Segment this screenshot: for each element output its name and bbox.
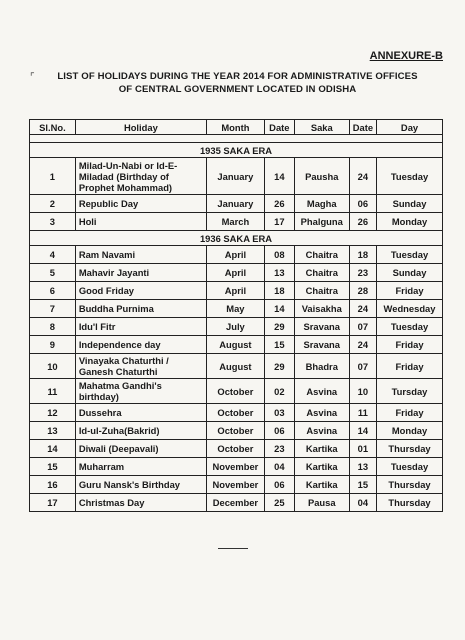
cell-saka: Chaitra bbox=[294, 246, 349, 264]
cell-slno: 16 bbox=[30, 476, 76, 494]
cell-month: March bbox=[206, 213, 264, 231]
header-date: Date bbox=[264, 120, 294, 135]
cell-day: Friday bbox=[377, 354, 443, 379]
cell-holiday: Milad-Un-Nabi or Id-E-Miladad (Birthday of Prophet Mohammad) bbox=[75, 158, 206, 195]
era-row-1936 bbox=[30, 231, 443, 246]
cell-saka-date: 01 bbox=[349, 440, 376, 458]
end-divider bbox=[218, 548, 248, 549]
holiday-table bbox=[29, 119, 443, 512]
cell-month: May bbox=[206, 300, 264, 318]
table-row bbox=[30, 458, 443, 476]
table-row bbox=[30, 354, 443, 379]
table-row bbox=[30, 158, 443, 195]
cell-saka: Pausa bbox=[294, 494, 349, 512]
cell-day: Tuesday bbox=[377, 318, 443, 336]
table-row bbox=[30, 440, 443, 458]
cell-month: October bbox=[206, 379, 264, 404]
cell-saka-date: 13 bbox=[349, 458, 376, 476]
cell-date: 08 bbox=[264, 246, 294, 264]
cell-holiday: Diwali (Deepavali) bbox=[75, 440, 206, 458]
cell-slno: 10 bbox=[30, 354, 76, 379]
cell-saka-date: 18 bbox=[349, 246, 376, 264]
cell-date: 25 bbox=[264, 494, 294, 512]
cell-day: Sunday bbox=[377, 195, 443, 213]
cell-month: April bbox=[206, 282, 264, 300]
cell-date: 18 bbox=[264, 282, 294, 300]
cell-slno: 15 bbox=[30, 458, 76, 476]
cell-saka: Sravana bbox=[294, 336, 349, 354]
cell-holiday: Buddha Purnima bbox=[75, 300, 206, 318]
table-row bbox=[30, 404, 443, 422]
cell-saka: Vaisakha bbox=[294, 300, 349, 318]
cell-month: April bbox=[206, 246, 264, 264]
cell-saka: Sravana bbox=[294, 318, 349, 336]
cell-date: 03 bbox=[264, 404, 294, 422]
cell-saka: Magha bbox=[294, 195, 349, 213]
cell-month: July bbox=[206, 318, 264, 336]
cell-saka-date: 06 bbox=[349, 195, 376, 213]
cell-slno: 2 bbox=[30, 195, 76, 213]
cell-day: Tuesday bbox=[377, 158, 443, 195]
cell-slno: 13 bbox=[30, 422, 76, 440]
cell-date: 14 bbox=[264, 158, 294, 195]
annexure-label: ANNEXURE-B bbox=[369, 50, 443, 62]
cell-slno: 7 bbox=[30, 300, 76, 318]
header-slno: Sl.No. bbox=[30, 120, 76, 135]
cell-date: 06 bbox=[264, 476, 294, 494]
cell-saka-date: 24 bbox=[349, 336, 376, 354]
cell-slno: 1 bbox=[30, 158, 76, 195]
cell-day: Thursday bbox=[377, 476, 443, 494]
cell-saka-date: 04 bbox=[349, 494, 376, 512]
cell-day: Tursday bbox=[377, 379, 443, 404]
cell-slno: 17 bbox=[30, 494, 76, 512]
cell-day: Monday bbox=[377, 422, 443, 440]
cell-saka-date: 11 bbox=[349, 404, 376, 422]
cell-saka: Chaitra bbox=[294, 264, 349, 282]
cell-slno: 9 bbox=[30, 336, 76, 354]
table-row bbox=[30, 300, 443, 318]
cell-holiday: Vinayaka Chaturthi / Ganesh Chaturthi bbox=[75, 354, 206, 379]
cell-holiday: Guru Nansk's Birthday bbox=[75, 476, 206, 494]
cell-holiday: Ram Navami bbox=[75, 246, 206, 264]
table-row bbox=[30, 318, 443, 336]
table-row bbox=[30, 282, 443, 300]
cell-date: 14 bbox=[264, 300, 294, 318]
cell-day: Friday bbox=[377, 404, 443, 422]
cell-saka: Pausha bbox=[294, 158, 349, 195]
era-label: 1935 SAKA ERA bbox=[30, 143, 443, 158]
cell-date: 13 bbox=[264, 264, 294, 282]
cell-month: January bbox=[206, 158, 264, 195]
cell-saka: Kartika bbox=[294, 476, 349, 494]
cell-saka-date: 10 bbox=[349, 379, 376, 404]
cell-saka-date: 14 bbox=[349, 422, 376, 440]
title-line-2: OF CENTRAL GOVERNMENT LOCATED IN ODISHA bbox=[118, 84, 357, 95]
cell-month: August bbox=[206, 354, 264, 379]
cell-month: August bbox=[206, 336, 264, 354]
cell-saka-date: 24 bbox=[349, 158, 376, 195]
cell-day: Monday bbox=[377, 213, 443, 231]
cell-holiday: Id-ul-Zuha(Bakrid) bbox=[75, 422, 206, 440]
cell-holiday: Idu'l Fitr bbox=[75, 318, 206, 336]
cell-saka: Bhadra bbox=[294, 354, 349, 379]
cell-month: November bbox=[206, 476, 264, 494]
cell-slno: 8 bbox=[30, 318, 76, 336]
cell-slno: 12 bbox=[30, 404, 76, 422]
cell-day: Thursday bbox=[377, 494, 443, 512]
cell-slno: 6 bbox=[30, 282, 76, 300]
cell-saka: Asvina bbox=[294, 422, 349, 440]
cell-slno: 5 bbox=[30, 264, 76, 282]
cell-date: 15 bbox=[264, 336, 294, 354]
header-day: Day bbox=[377, 120, 443, 135]
scan-mark: ⌜ bbox=[30, 72, 35, 83]
cell-month: April bbox=[206, 264, 264, 282]
cell-month: January bbox=[206, 195, 264, 213]
era-label: 1936 SAKA ERA bbox=[30, 231, 443, 246]
cell-saka-date: 23 bbox=[349, 264, 376, 282]
spacer-row bbox=[30, 135, 443, 143]
cell-holiday: Mahavir Jayanti bbox=[75, 264, 206, 282]
cell-month: October bbox=[206, 404, 264, 422]
cell-date: 29 bbox=[264, 318, 294, 336]
cell-saka: Phalguna bbox=[294, 213, 349, 231]
cell-slno: 3 bbox=[30, 213, 76, 231]
cell-date: 29 bbox=[264, 354, 294, 379]
cell-saka-date: 07 bbox=[349, 354, 376, 379]
era-row-1935 bbox=[30, 143, 443, 158]
cell-holiday: Independence day bbox=[75, 336, 206, 354]
cell-holiday: Good Friday bbox=[75, 282, 206, 300]
cell-date: 26 bbox=[264, 195, 294, 213]
cell-date: 02 bbox=[264, 379, 294, 404]
cell-saka: Asvina bbox=[294, 379, 349, 404]
cell-slno: 14 bbox=[30, 440, 76, 458]
cell-month: November bbox=[206, 458, 264, 476]
header-month: Month bbox=[206, 120, 264, 135]
cell-saka-date: 26 bbox=[349, 213, 376, 231]
table-row bbox=[30, 494, 443, 512]
cell-slno: 11 bbox=[30, 379, 76, 404]
cell-holiday: Republic Day bbox=[75, 195, 206, 213]
cell-saka-date: 28 bbox=[349, 282, 376, 300]
cell-month: December bbox=[206, 494, 264, 512]
table-row bbox=[30, 379, 443, 404]
title-line-1: LIST OF HOLIDAYS DURING THE YEAR 2014 FOR ADMINISTRATIVE OFFICES bbox=[57, 71, 418, 82]
table-row bbox=[30, 213, 443, 231]
cell-month: October bbox=[206, 422, 264, 440]
cell-day: Wednesday bbox=[377, 300, 443, 318]
cell-holiday: Mahatma Gandhi's birthday) bbox=[75, 379, 206, 404]
cell-slno: 4 bbox=[30, 246, 76, 264]
cell-holiday: Holi bbox=[75, 213, 206, 231]
cell-saka-date: 24 bbox=[349, 300, 376, 318]
cell-saka: Chaitra bbox=[294, 282, 349, 300]
table-row bbox=[30, 195, 443, 213]
cell-day: Friday bbox=[377, 282, 443, 300]
cell-day: Sunday bbox=[377, 264, 443, 282]
cell-date: 04 bbox=[264, 458, 294, 476]
table-row bbox=[30, 246, 443, 264]
table-row bbox=[30, 264, 443, 282]
cell-day: Tuesday bbox=[377, 458, 443, 476]
header-saka: Saka bbox=[294, 120, 349, 135]
document-title bbox=[40, 70, 435, 96]
cell-holiday: Muharram bbox=[75, 458, 206, 476]
table-row bbox=[30, 422, 443, 440]
table-row bbox=[30, 336, 443, 354]
cell-holiday: Dussehra bbox=[75, 404, 206, 422]
cell-day: Thursday bbox=[377, 440, 443, 458]
cell-day: Friday bbox=[377, 336, 443, 354]
table-row bbox=[30, 476, 443, 494]
table-header-row bbox=[30, 120, 443, 135]
cell-date: 06 bbox=[264, 422, 294, 440]
cell-day: Tuesday bbox=[377, 246, 443, 264]
cell-saka-date: 07 bbox=[349, 318, 376, 336]
cell-saka: Asvina bbox=[294, 404, 349, 422]
cell-saka: Kartika bbox=[294, 440, 349, 458]
cell-saka-date: 15 bbox=[349, 476, 376, 494]
cell-date: 17 bbox=[264, 213, 294, 231]
cell-holiday: Christmas Day bbox=[75, 494, 206, 512]
cell-date: 23 bbox=[264, 440, 294, 458]
header-saka-date: Date bbox=[349, 120, 376, 135]
header-holiday: Holiday bbox=[75, 120, 206, 135]
cell-saka: Kartika bbox=[294, 458, 349, 476]
cell-month: October bbox=[206, 440, 264, 458]
